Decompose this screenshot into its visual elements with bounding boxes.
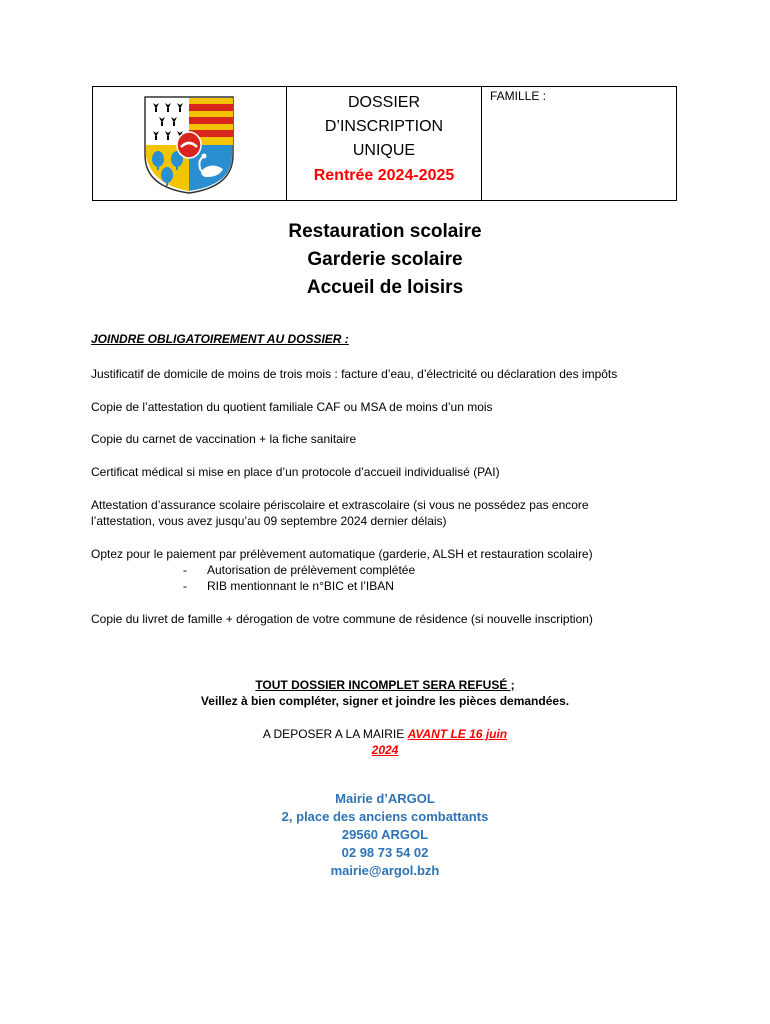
doc-item-quotient: Copie de l’attestation du quotient familiale CAF ou MSA de moins d’un mois	[91, 400, 493, 414]
mairie-name: Mairie d’ARGOL	[335, 791, 435, 806]
deposit-deadline: AVANT LE 16 juin	[407, 727, 508, 741]
mairie-street: 2, place des anciens combattants	[281, 809, 489, 824]
doc-item-certificat: Certificat médical si mise en place d’un protocole d’accueil individualisé (PAI)	[91, 465, 500, 479]
sub-dash: -	[183, 563, 187, 577]
sub-item-rib	[183, 578, 394, 594]
deposit-year: 2024	[371, 743, 399, 757]
coat-of-arms-icon	[143, 95, 235, 195]
family-label: FAMILLE :	[490, 89, 547, 103]
title-line-2: D’INSCRIPTION	[324, 118, 444, 135]
warning-instructions: Veillez à bien compléter, signer et joindre les pièces demandées.	[200, 694, 570, 708]
deposit-line	[0, 726, 770, 742]
doc-item-vaccination: Copie du carnet de vaccination + la fiche sanitaire	[91, 432, 357, 446]
family-field[interactable]	[482, 87, 676, 200]
sub-item-autorisation	[183, 562, 415, 578]
title-line-3: UNIQUE	[352, 142, 416, 159]
mairie-city: 29560 ARGOL	[341, 827, 429, 842]
deposit-prefix: A DEPOSER A LA MAIRIE	[262, 727, 408, 741]
main-titles	[0, 218, 770, 302]
title-cell	[287, 87, 482, 200]
sub-text: RIB mentionnant le n°BIC et l’IBAN	[207, 579, 394, 593]
title-line-1: DOSSIER	[347, 94, 420, 111]
title-restauration: Restauration scolaire	[288, 221, 482, 242]
title-garderie: Garderie scolaire	[307, 249, 463, 270]
doc-item-livret: Copie du livret de famille + dérogation de votre commune de résidence (si nouvelle inscription)	[91, 612, 593, 626]
mairie-address	[0, 790, 770, 880]
doc-item-domicile: Justificatif de domicile de moins de trois mois : facture d’eau, d’électricité ou déclaration des impôts	[91, 367, 618, 381]
warning-incomplete: TOUT DOSSIER INCOMPLET SERA REFUSÉ ;	[255, 678, 515, 692]
logo-cell	[93, 87, 287, 200]
school-year: Rentrée 2024-2025	[313, 167, 455, 184]
doc-item-assurance-2: l’attestation, vous avez jusqu’au 09 septembre 2024 dernier délais)	[91, 514, 447, 528]
doc-item-assurance-1: Attestation d’assurance scolaire périscolaire et extrascolaire (si vous ne possédez pas encore	[91, 498, 589, 512]
sub-dash: -	[183, 579, 187, 593]
section-heading: JOINDRE OBLIGATOIREMENT AU DOSSIER :	[91, 332, 349, 346]
mairie-phone: 02 98 73 54 02	[341, 845, 429, 860]
doc-item-prelevement: Optez pour le paiement par prélèvement automatique (garderie, ALSH et restauration scolaire)	[91, 547, 593, 561]
mairie-email[interactable]: mairie@argol.bzh	[330, 863, 440, 878]
header-table	[92, 86, 677, 201]
sub-text: Autorisation de prélèvement complétée	[207, 563, 416, 577]
title-accueil: Accueil de loisirs	[306, 277, 464, 298]
deposit-year-line	[0, 742, 770, 758]
